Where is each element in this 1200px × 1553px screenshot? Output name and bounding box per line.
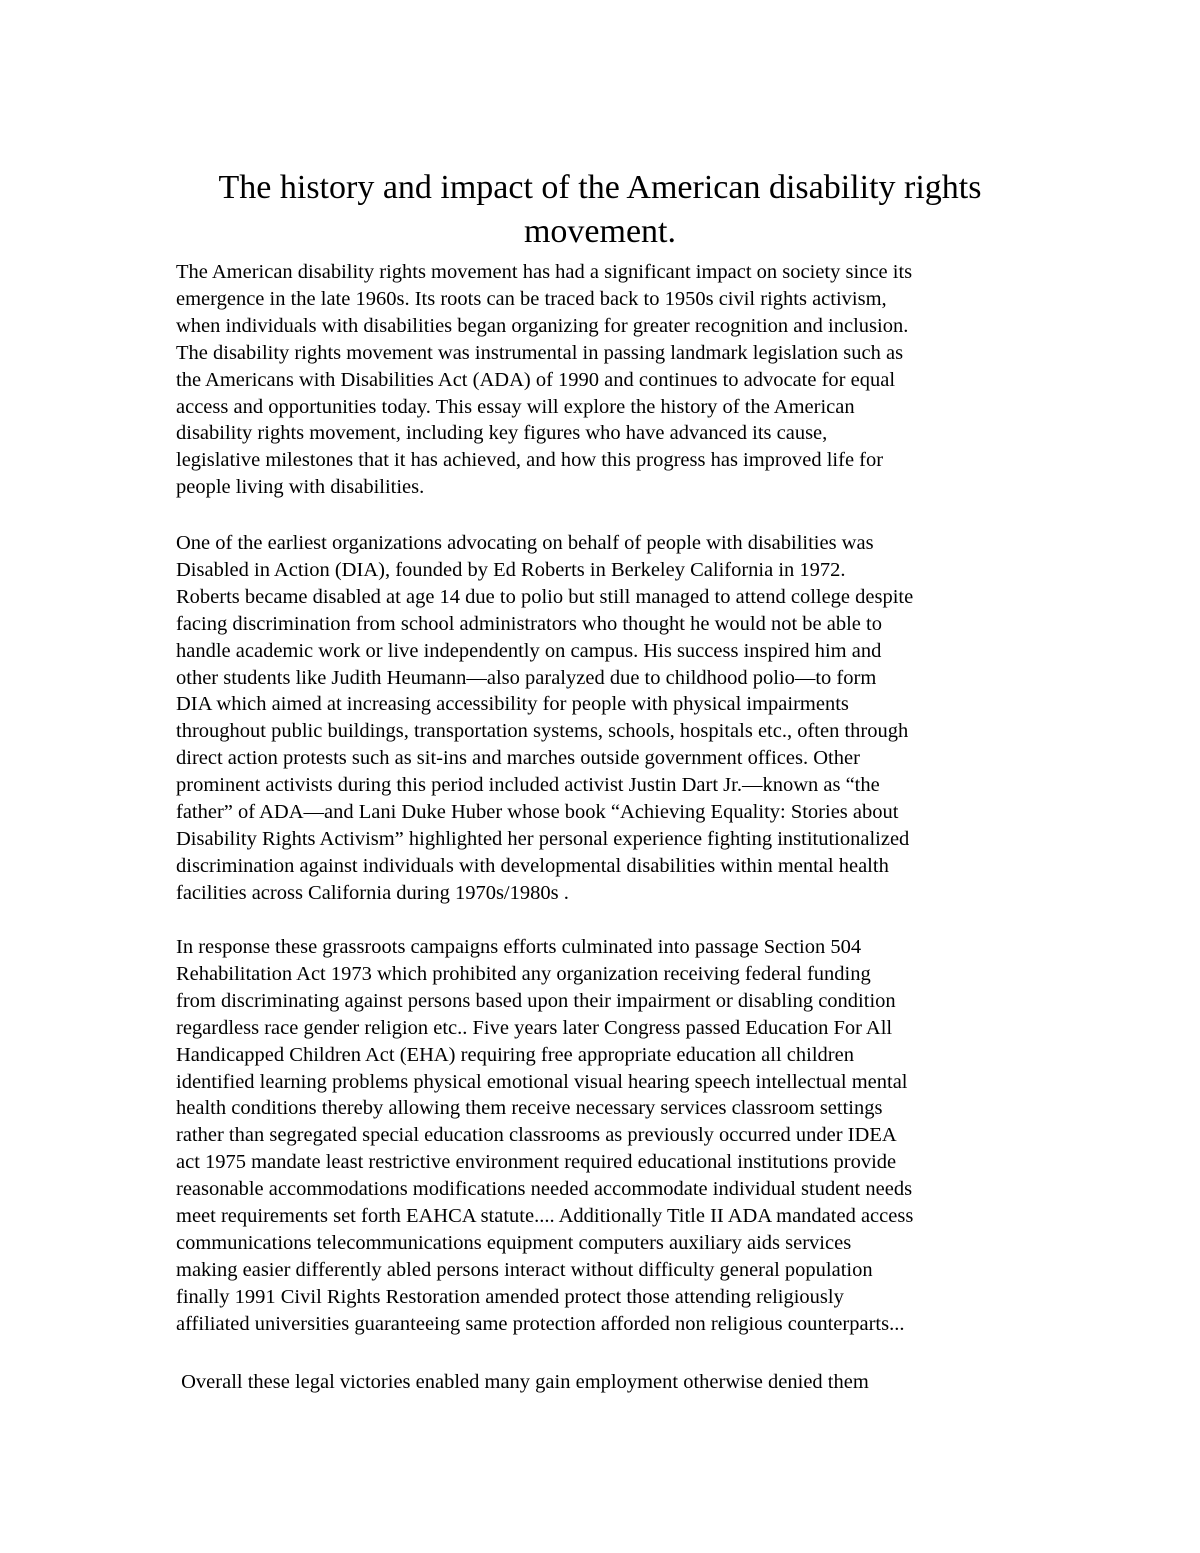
text-line: prominent activists during this period included activist Justin Dart Jr.—known as “the (176, 774, 880, 797)
text-line: other students like Judith Heumann—also paralyzed due to childhood polio—to form (176, 666, 877, 689)
text-line: One of the earliest organizations advocating on behalf of people with disabilities was (176, 532, 874, 554)
text-line: Roberts became disabled at age 14 due to polio but still managed to attend college despite (176, 585, 914, 608)
text-line: from discriminating against persons based upon their impairment or disabling condition (176, 989, 896, 1012)
text-line: Handicapped Children Act (EHA) requiring free appropriate education all children (176, 1043, 854, 1066)
text-line: The American disability rights movement has had a significant impact on society since its (176, 261, 913, 283)
text-line: Rehabilitation Act 1973 which prohibited any organization receiving federal funding (176, 962, 871, 985)
text-line: communications telecommunications equipment computers auxiliary aids services (176, 1231, 852, 1254)
title-line: The history and impact of the American disability rights (218, 169, 982, 206)
text-line: health conditions thereby allowing them receive necessary services classroom settings (176, 1097, 883, 1120)
paragraph-overall (176, 1369, 1036, 1396)
paragraph-early-organizations (176, 530, 1036, 907)
text-line: facilities across California during 1970s/1980s . (176, 881, 569, 904)
text-line: rather than segregated special education classrooms as previously occurred under IDEA (176, 1124, 897, 1147)
text-line: Disabled in Action (DIA), founded by Ed Roberts in Berkeley California in 1972. (176, 558, 846, 581)
document-title (150, 166, 1050, 254)
text-line: Disability Rights Activism” highlighted her personal experience fighting institutionalized (176, 827, 910, 850)
text-line: the Americans with Disabilities Act (ADA) of 1990 and continues to advocate for equal (176, 368, 896, 391)
text-line: identified learning problems physical emotional visual hearing speech intellectual mental (176, 1070, 908, 1093)
text-line: disability rights movement, including key figures who have advanced its cause, (176, 422, 828, 445)
text-line: people living with disabilities. (176, 476, 425, 499)
paragraph-intro (176, 259, 1036, 501)
paragraph-legislation (176, 934, 1036, 1338)
title-line: movement. (523, 213, 677, 250)
text-line: finally 1991 Civil Rights Restoration amended protect those attending religiously (176, 1285, 844, 1308)
text-line: DIA which aimed at increasing accessibility for people with physical impairments (176, 693, 849, 716)
text-line: when individuals with disabilities began organizing for greater recognition and inclusion. (176, 314, 909, 337)
text-line: In response these grassroots campaigns efforts culminated into passage Section 504 (176, 936, 862, 958)
text-line: meet requirements set forth EAHCA statute.... Additionally Title II ADA mandated access (176, 1205, 914, 1228)
text-line: regardless race gender religion etc.. Five years later Congress passed Education For All (176, 1016, 893, 1039)
text-line: affiliated universities guaranteeing same protection afforded non religious counterparts... (176, 1312, 905, 1335)
text-line: direct action protests such as sit-ins and marches outside government offices. Other (176, 747, 860, 770)
text-line: Overall these legal victories enabled many gain employment otherwise denied them (176, 1371, 869, 1393)
text-line: making easier differently abled persons interact without difficulty general population (176, 1258, 873, 1281)
text-line: facing discrimination from school administrators who thought he would not be able to (176, 612, 882, 635)
text-line: discrimination against individuals with developmental disabilities within mental health (176, 854, 889, 877)
text-line: reasonable accommodations modifications needed accommodate individual student needs (176, 1178, 913, 1201)
text-line: access and opportunities today. This essay will explore the history of the American (176, 395, 855, 418)
text-line: father” of ADA—and Lani Duke Huber whose book “Achieving Equality: Stories about (176, 801, 899, 824)
text-line: legislative milestones that it has achieved, and how this progress has improved life for (176, 449, 884, 472)
text-line: The disability rights movement was instrumental in passing landmark legislation such as (176, 341, 904, 364)
text-line: throughout public buildings, transportation systems, schools, hospitals etc., often through (176, 720, 909, 743)
text-line: act 1975 mandate least restrictive environment required educational institutions provide (176, 1151, 897, 1174)
text-line: handle academic work or live independently on campus. His success inspired him and (176, 639, 882, 662)
text-line: emergence in the late 1960s. Its roots can be traced back to 1950s civil rights activism, (176, 287, 887, 310)
